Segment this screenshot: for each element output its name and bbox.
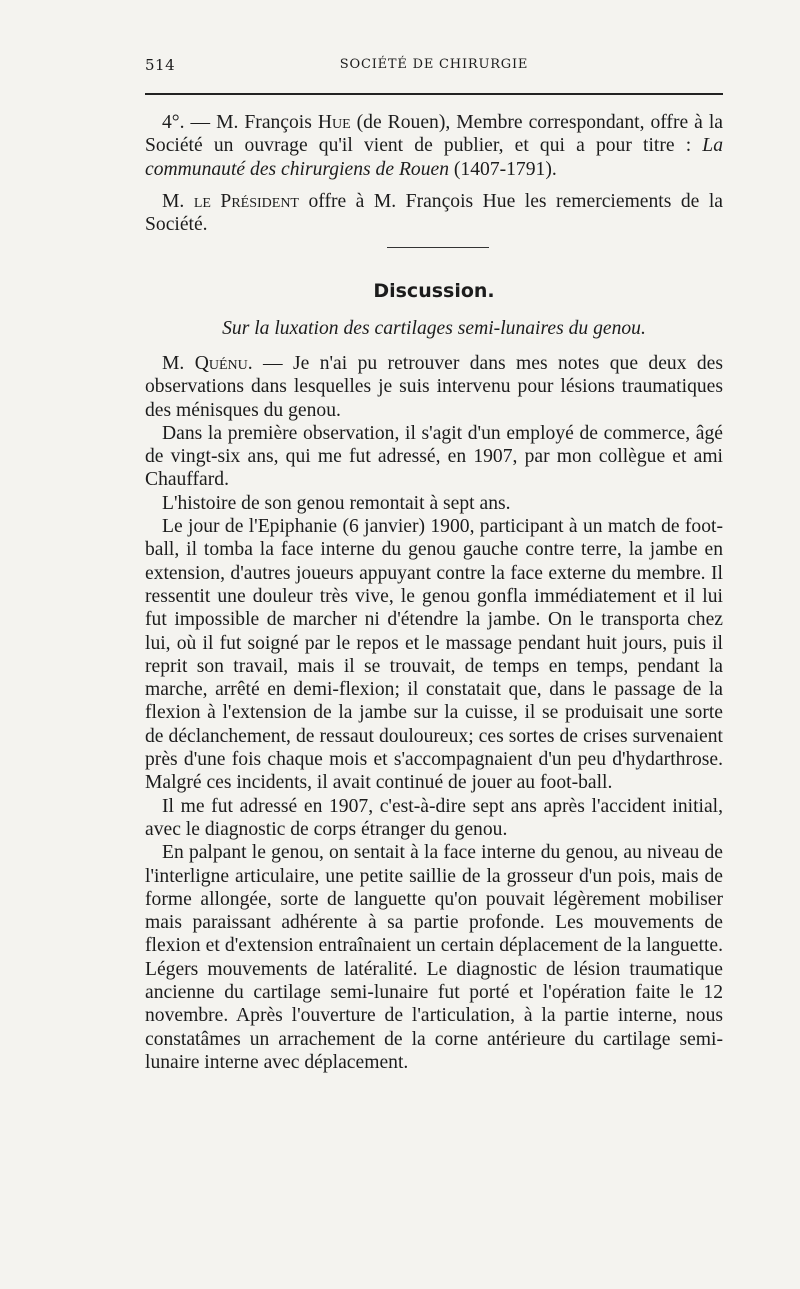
author-name: Hue: [317, 112, 351, 133]
running-title: SOCIÉTÉ DE CHIRURGIE: [339, 57, 529, 72]
body-paragraph: En palpant le genou, on sentait à la face interne du genou, au niveau de l'interligne articulaire, une petite saillie de la grosseur d'un pois, mais de forme allongée, sorte de languette qu'on pouvait légèrement mobiliser mais paraissant adhérente à sa partie profonde. Les mouvements de flexion et d'extension entraînaient un certain déplacement de la languette. Légers mouvements de latéralité. Le diagnostic de lésion traumatique ancienne du cartilage semi-lunaire fut porté et l'opération faite le 12 novembre. Après l'ouverture de l'articulation, à la partie interne, nous constatâmes un arrachement de la corne antérieure du cartilage semi-lunaire interne avec déplacement.: [145, 842, 723, 1073]
president-paragraph: [145, 190, 723, 237]
body-paragraph: Le jour de l'Epiphanie (6 janvier) 1900, participant à un match de foot-ball, il tomba la face interne du genou gauche contre terre, la jambe en extension, d'autres joueurs appuyant contre la face externe du membre. Il ressentit une douleur très vive, le genou gonfla immédiatement et il lui fut impossible de marcher ni d'étendre la jambe. On le transporta chez lui, où il fut soigné par le repos et le massage pendant huit jours, puis il reprit son travail, mais il se trouvait, de temps en temps, pendant la marche, arrêté en demi-flexion; il constatait que, dans le passage de la flexion à l'extension de la jambe sur la cuisse, il se produisait une sorte de déclanchement, de ressaut douloureux; ces sortes de crises survenaient près d'une fois chaque mois et s'accompagnaient d'un peu d'hydarthrose. Malgré ces incidents, il avait continué de jouer au foot-ball.: [145, 516, 723, 794]
section-divider: [387, 247, 489, 248]
announcement-text: (de Rouen), Membre correspondant, offre à la Société un ouvrage qu'il vient de publier, et qui a pour titre :: [145, 112, 723, 157]
section-heading: Discussion.: [373, 280, 495, 302]
book-dates: (1407-1791).: [449, 158, 557, 180]
discussion-body: [145, 352, 723, 1074]
president-prefix: M.: [162, 190, 194, 212]
book-title: La communauté des chirurgiens de Rouen: [145, 135, 723, 180]
body-paragraph: Dans la première observation, il s'agit d'un employé de commerce, âgé de vingt-six ans, qui me fut adressé, en 1907, par mon collègue et ami Chauffard.: [145, 422, 723, 491]
body-paragraph: L'histoire de son genou remontait à sept ans.: [162, 492, 511, 514]
announcement-block: [145, 111, 723, 236]
page-header: [145, 56, 723, 80]
president-title: le Président: [193, 190, 299, 212]
announcement-paragraph: [145, 111, 723, 181]
speaker-name: Quénu: [194, 353, 248, 374]
president-text: offre à M. François Hue les remerciements de la Société.: [145, 190, 723, 236]
speaker-prefix: M.: [162, 353, 195, 374]
header-rule: [145, 93, 723, 95]
body-paragraph: [145, 352, 723, 422]
body-paragraph: Il me fut adressé en 1907, c'est-à-dire sept ans après l'accident initial, avec le diagnostic de corps étranger du genou.: [145, 795, 723, 840]
paragraph-text: . — Je n'ai pu retrouver dans mes notes que deux des observations dans lesquelles je suis intervenu pour lésions traumatiques des ménisques du genou.: [145, 353, 723, 421]
item-number: 4°. — M. François: [162, 112, 318, 133]
section-subheading: Sur la luxation des cartilages semi-lunaires du genou.: [222, 318, 646, 339]
page-number: 514: [145, 56, 176, 74]
